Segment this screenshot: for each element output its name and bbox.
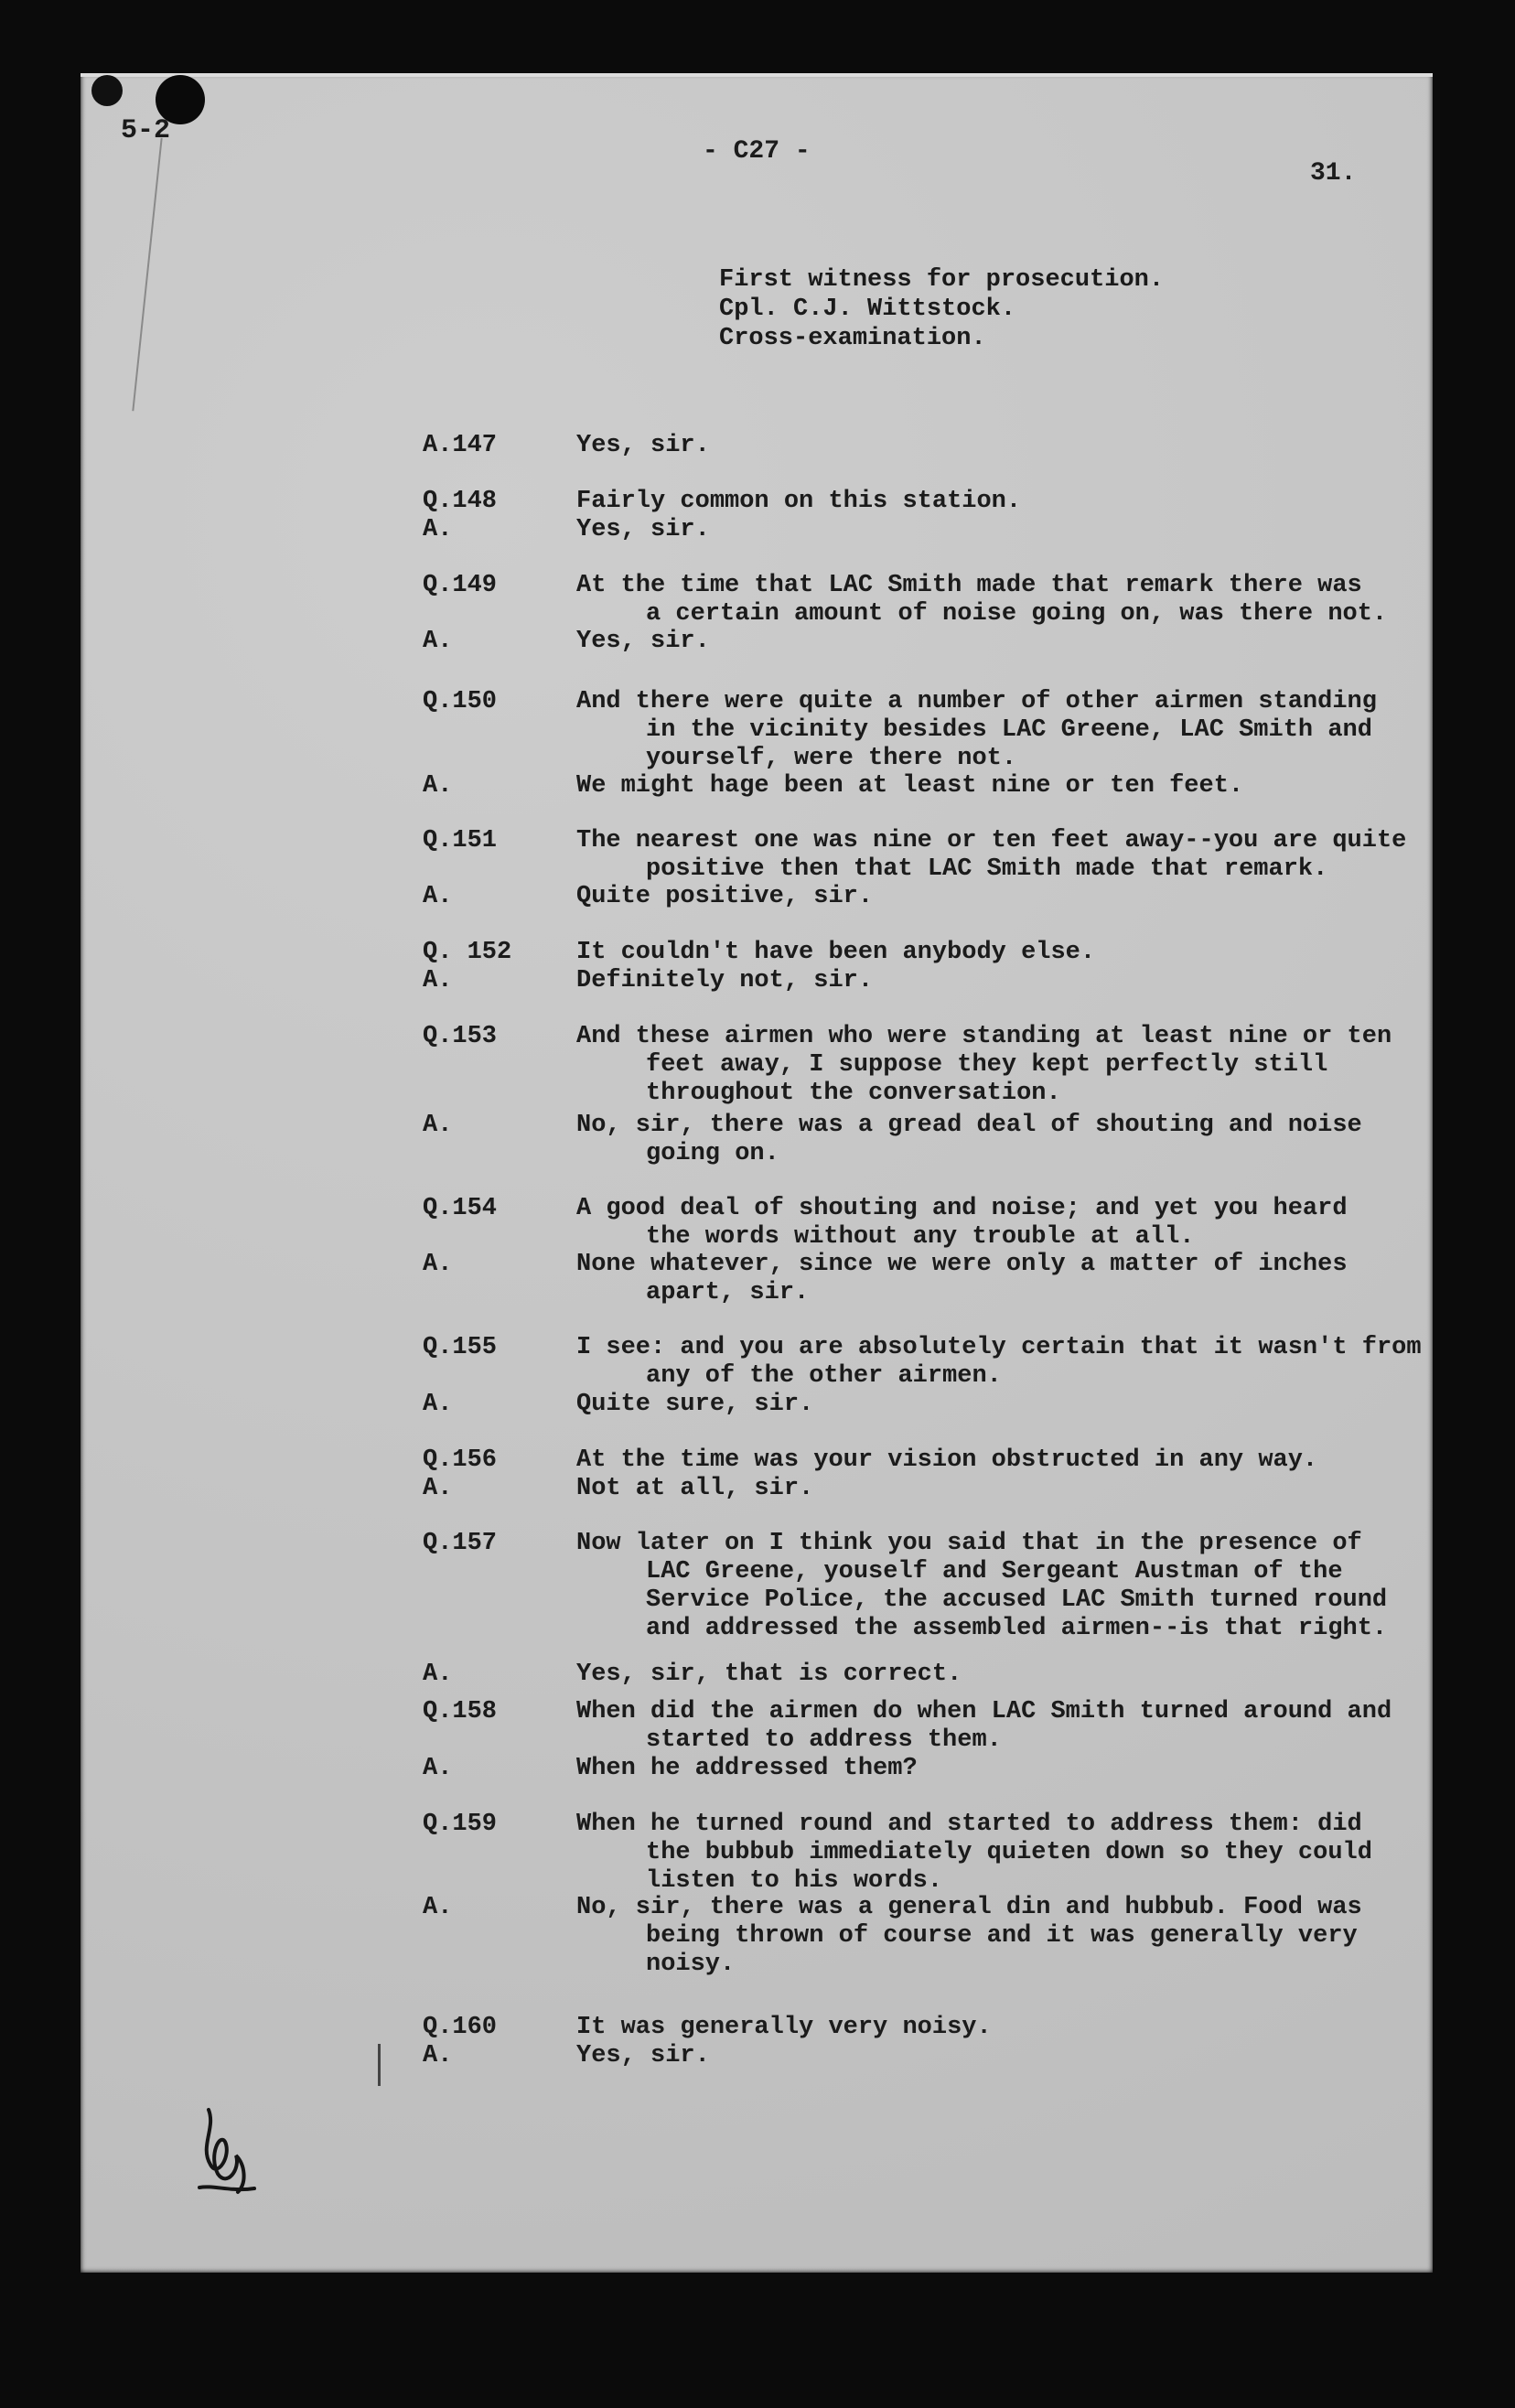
qa-label: Q.154 [423, 1195, 498, 1222]
qa-text [576, 516, 1381, 544]
qa-text-line: When did the airmen do when LAC Smith turned around and [576, 1698, 1392, 1725]
qa-text-line: Quite positive, sir. [576, 883, 874, 910]
qa-text-line: When he turned round and started to address them: did [576, 1811, 1362, 1838]
qa-text-line: yourself, were there not. [646, 745, 1017, 772]
qa-text [576, 827, 1407, 884]
qa-text-line: any of the other airmen. [646, 1362, 1002, 1390]
qa-label: Q.159 [423, 1811, 498, 1838]
qa-text-line: the words without any trouble at all. [646, 1223, 1195, 1251]
qa-text-line: going on. [646, 1140, 779, 1167]
qa-text-line: It was generally very noisy. [576, 2014, 992, 2041]
qa-text [576, 1698, 1392, 1755]
qa-label: A. [423, 1661, 453, 1688]
qa-text-line: listen to his words. [646, 1867, 943, 1895]
qa-text [576, 628, 1381, 656]
qa-label: Q.158 [423, 1698, 498, 1725]
qa-text-line: No, sir, there was a general din and hubbub. Food was [576, 1894, 1362, 1921]
qa-text [576, 1023, 1392, 1108]
qa-label: A. [423, 772, 453, 800]
qa-label: Q. 152 [423, 939, 512, 966]
qa-label: Q.150 [423, 688, 498, 715]
qa-text [576, 1530, 1388, 1643]
qa-label: A. [423, 1755, 453, 1782]
qa-text-line: LAC Greene, youself and Sergeant Austman of the [646, 1558, 1343, 1586]
qa-text [576, 572, 1388, 629]
qa-text [576, 1251, 1381, 1307]
qa-text-line: Yes, sir. [576, 516, 710, 543]
qa-text [576, 883, 1381, 911]
qa-text-line: Fairly common on this station. [576, 488, 1022, 515]
qa-text [576, 1112, 1381, 1168]
qa-label: A. [423, 1112, 453, 1139]
qa-text-line: A good deal of shouting and noise; and yet you heard [576, 1195, 1348, 1222]
qa-text-line: positive then that LAC Smith made that remark. [646, 855, 1328, 883]
qa-text [576, 488, 1381, 516]
qa-text [576, 1391, 1381, 1419]
qa-text [576, 1755, 1381, 1783]
qa-label: Q.148 [423, 488, 498, 515]
qa-text-line: At the time that LAC Smith made that remark there was [576, 572, 1362, 599]
qa-text [576, 2014, 1381, 2042]
qa-label: A.147 [423, 432, 498, 459]
heading-line: First witness for prosecution. [719, 266, 1165, 294]
heading-line: Cpl. C.J. Wittstock. [719, 296, 1016, 323]
qa-text-line: noisy. [646, 1951, 736, 1978]
page-number: 31. [1310, 159, 1357, 188]
qa-text-line: Yes, sir. [576, 432, 710, 459]
qa-text-line: No, sir, there was a gread deal of shouting and noise [576, 1112, 1362, 1139]
qa-text [576, 1195, 1381, 1252]
qa-text [576, 1811, 1381, 1896]
qa-text [576, 1334, 1422, 1391]
qa-label: Q.160 [423, 2014, 498, 2041]
qa-label: A. [423, 1251, 453, 1278]
qa-text [576, 1661, 1381, 1689]
qa-text-line: the bubbub immediately quieten down so they could [646, 1839, 1372, 1866]
qa-text [576, 1475, 1381, 1503]
initials-signature [190, 2101, 263, 2201]
qa-text-line: It couldn't have been anybody else. [576, 939, 1096, 966]
qa-label: A. [423, 883, 453, 910]
qa-text [576, 772, 1381, 801]
qa-label: Q.156 [423, 1446, 498, 1474]
qa-label: A. [423, 967, 453, 994]
qa-text-line: Service Police, the accused LAC Smith turned round [646, 1586, 1388, 1614]
qa-text-line: being thrown of course and it was generally very [646, 1922, 1358, 1950]
qa-text-line: apart, sir. [646, 1279, 810, 1306]
qa-text [576, 432, 1381, 460]
qa-text-line: And there were quite a number of other airmen standing [576, 688, 1377, 715]
qa-text [576, 688, 1381, 773]
qa-text [576, 1894, 1381, 1979]
qa-label: Q.153 [423, 1023, 498, 1050]
qa-text-line: Not at all, sir. [576, 1475, 814, 1502]
qa-text-line: Definitely not, sir. [576, 967, 874, 994]
qa-text-line: started to address them. [646, 1726, 1002, 1754]
qa-label: Q.155 [423, 1334, 498, 1361]
qa-text [576, 967, 1381, 995]
margin-mark [378, 2044, 381, 2086]
qa-text-line: When he addressed them? [576, 1755, 918, 1782]
qa-text-line: Quite sure, sir. [576, 1391, 814, 1418]
qa-text-line: throughout the conversation. [646, 1080, 1061, 1107]
qa-label: A. [423, 1391, 453, 1418]
qa-text-line: Yes, sir. [576, 2042, 710, 2069]
qa-text-line: Yes, sir. [576, 628, 710, 655]
qa-text-line: Now later on I think you said that in the presence of [576, 1530, 1362, 1557]
qa-text-line: and addressed the assembled airmen--is that right. [646, 1615, 1388, 1642]
heading-line: Cross-examination. [719, 325, 986, 352]
qa-text-line: feet away, I suppose they kept perfectly still [646, 1051, 1328, 1079]
qa-label: A. [423, 628, 453, 655]
qa-label: A. [423, 1475, 453, 1502]
qa-label: A. [423, 516, 453, 543]
qa-text-line: The nearest one was nine or ten feet away--you are quite [576, 827, 1407, 855]
qa-text [576, 939, 1381, 967]
qa-label: Q.157 [423, 1530, 498, 1557]
qa-text-line: Yes, sir, that is correct. [576, 1661, 962, 1688]
qa-text-line: I see: and you are absolutely certain that it wasn't from [576, 1334, 1422, 1361]
qa-text-line: At the time was your vision obstructed in any way. [576, 1446, 1318, 1474]
qa-label: Q.151 [423, 827, 498, 855]
qa-text-line: None whatever, since we were only a matter of inches [576, 1251, 1348, 1278]
qa-text-line: We might hage been at least nine or ten feet. [576, 772, 1244, 800]
qa-text-line: And these airmen who were standing at least nine or ten [576, 1023, 1392, 1050]
qa-text-line: in the vicinity besides LAC Greene, LAC Smith and [646, 716, 1372, 744]
qa-label: Q.149 [423, 572, 498, 599]
corner-mark: 5-2 [121, 115, 171, 146]
qa-label: A. [423, 2042, 453, 2069]
qa-text-line: a certain amount of noise going on, was there not. [646, 600, 1388, 628]
qa-label: A. [423, 1894, 453, 1921]
qa-text [576, 2042, 1381, 2070]
qa-text [576, 1446, 1381, 1475]
page-header: - C27 - [703, 137, 811, 166]
